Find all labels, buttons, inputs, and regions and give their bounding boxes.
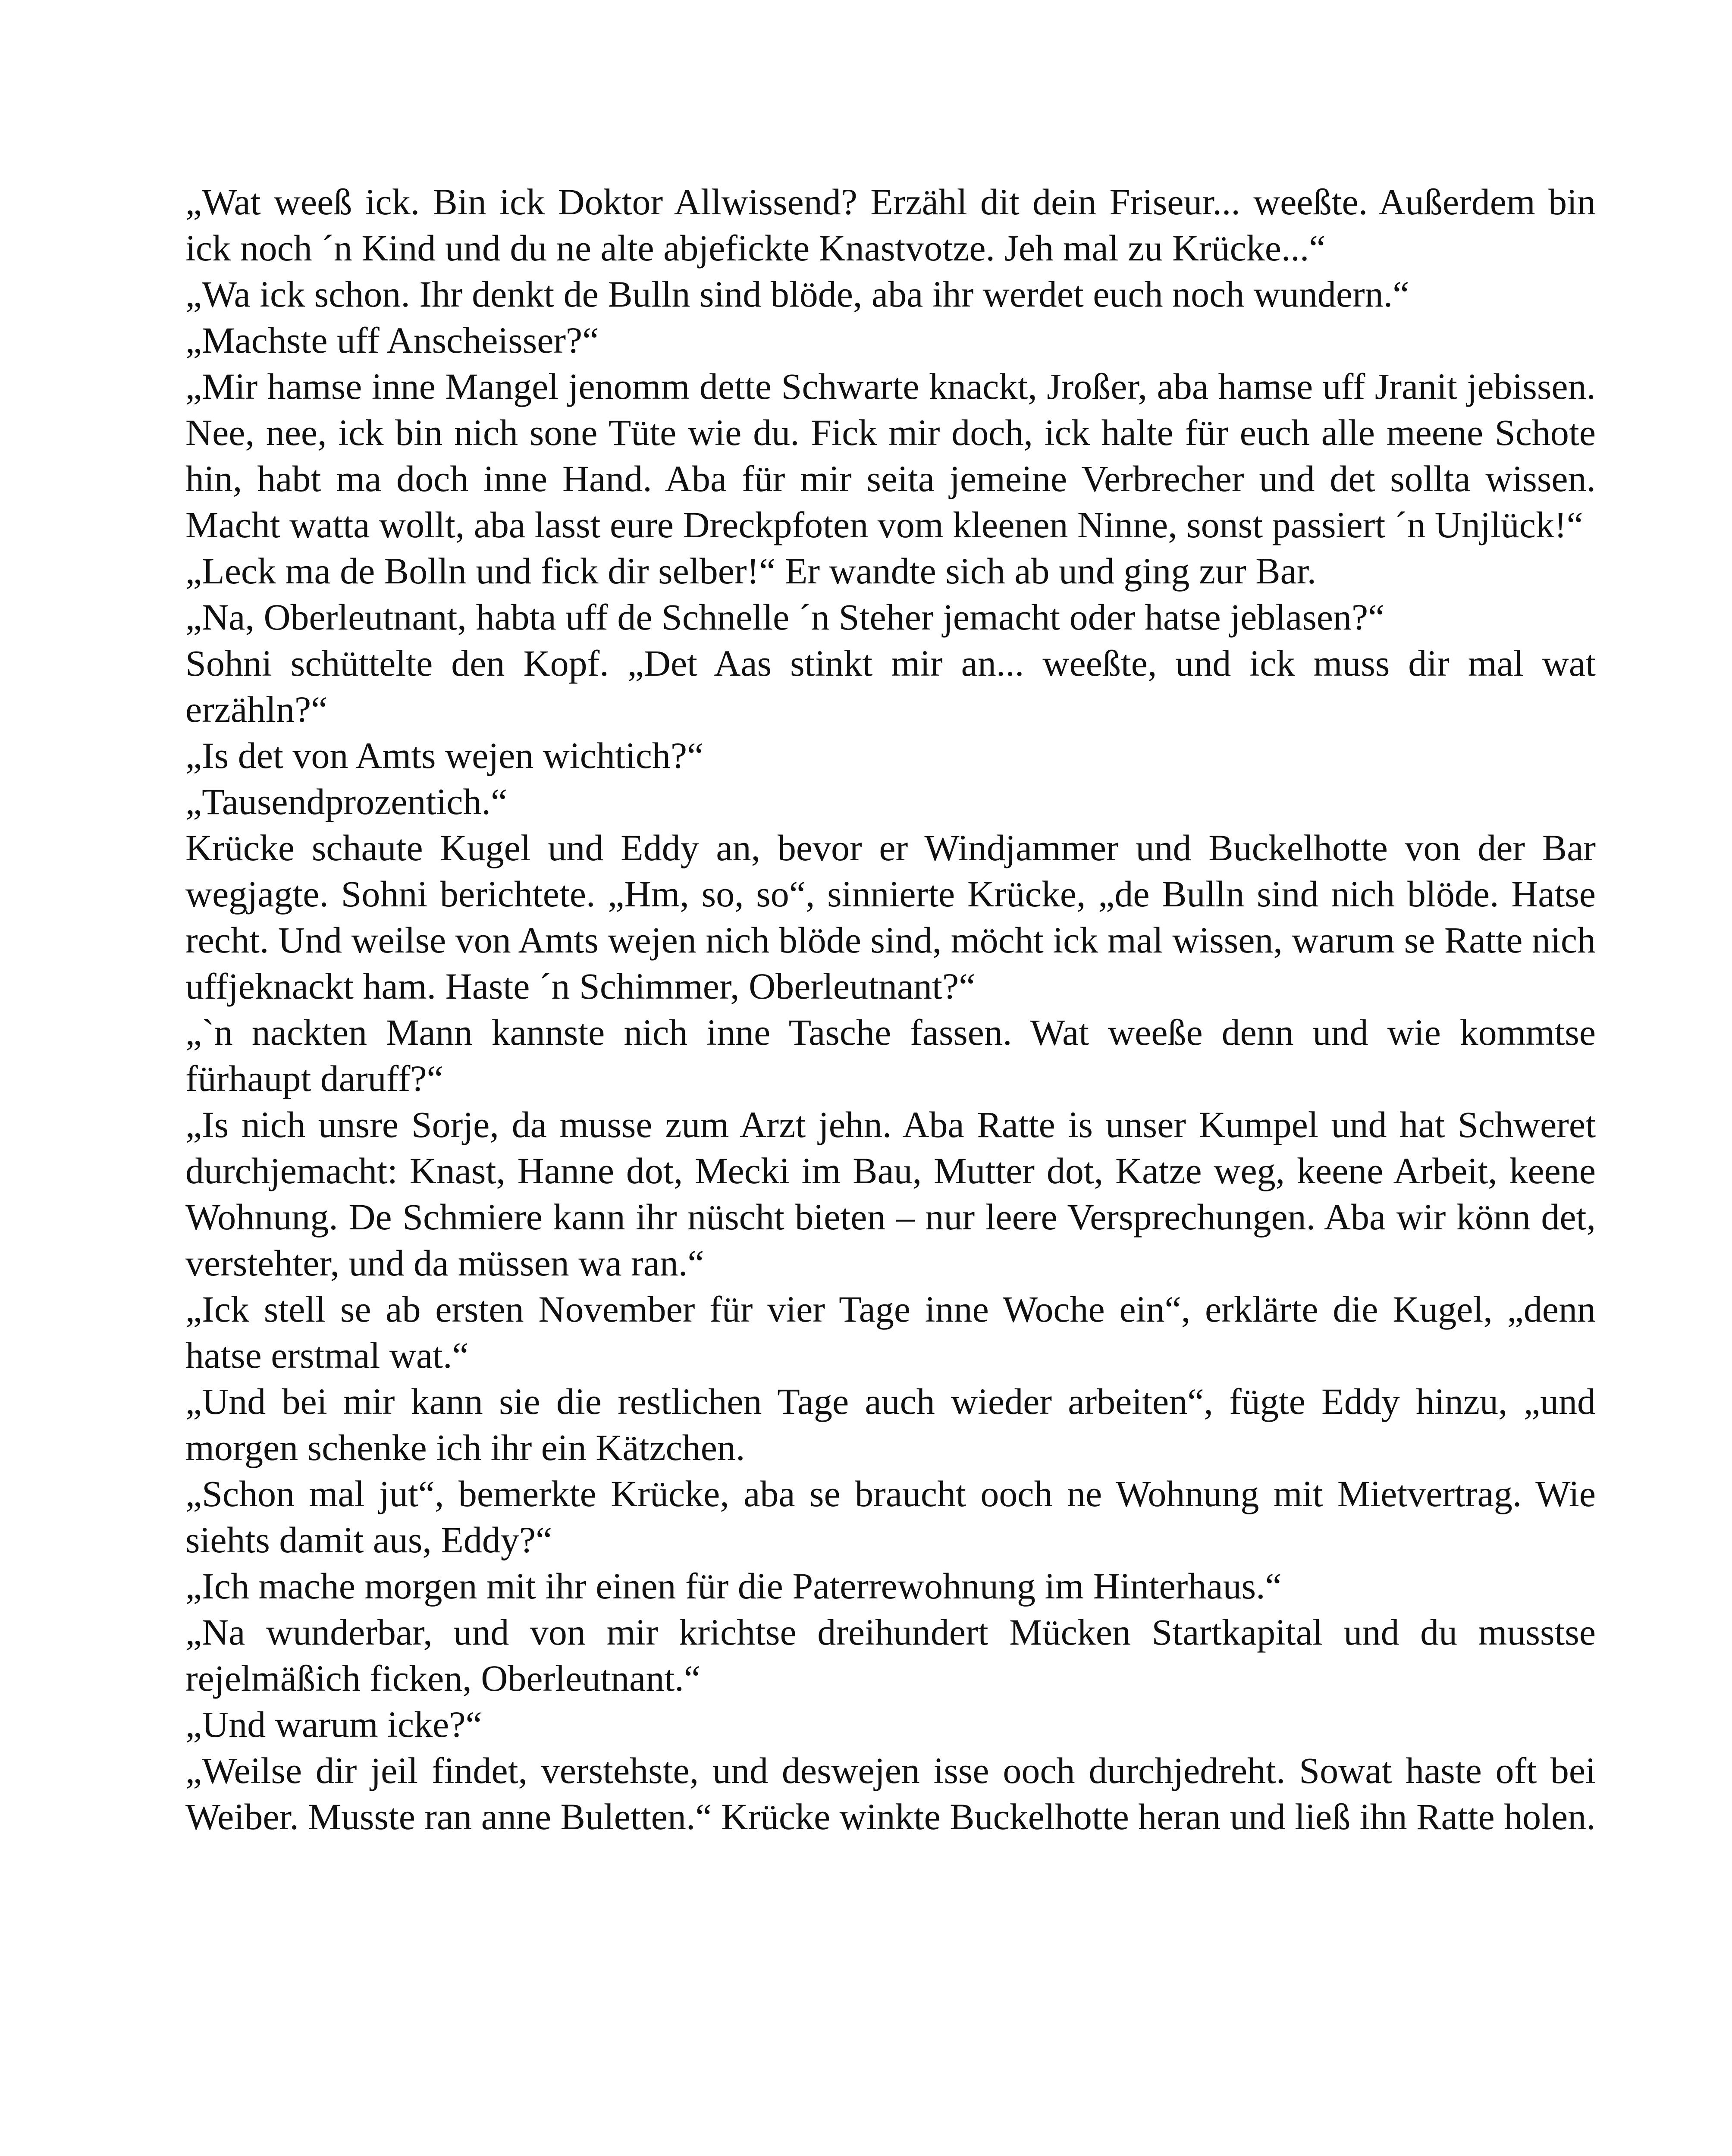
paragraph: „Tausendprozentich.“ xyxy=(185,781,508,822)
paragraph: „`n nackten Mann kannste nich inne Tasche fassen. Wat weeße denn und wie kommtse fürhaupt daruff?“ xyxy=(185,1012,1596,1099)
paragraph: „Und warum icke?“ xyxy=(185,1704,482,1745)
body-text xyxy=(185,179,1596,1840)
paragraph: „Ich mache morgen mit ihr einen für die Paterrewohnung im Hinterhaus.“ xyxy=(185,1565,1282,1607)
paragraph: „Na, Oberleutnant, habta uff de Schnelle ´n Steher jemacht oder hatse jeblasen?“ xyxy=(185,596,1385,638)
paragraph: „Machste uff Anscheisser?“ xyxy=(185,320,599,361)
paragraph: „Wa ick schon. Ihr denkt de Bulln sind blöde, aba ihr werdet euch noch wundern.“ xyxy=(185,273,1409,315)
paragraph: „Und bei mir kann sie die restlichen Tage auch wieder arbeiten“, fügte Eddy hinzu, „und morgen schenke ich ihr ein Kätzchen. xyxy=(185,1381,1596,1468)
paragraph: „Wat weeß ick. Bin ick Doktor Allwissend? Erzähl dit dein Friseur... weeßte. Außerdem bin ick noch ´n Kind und du ne alte abjefickte Knastvotze. Jeh mal zu Krücke...“ xyxy=(185,181,1596,269)
paragraph: „Is det von Amts wejen wichtich?“ xyxy=(185,735,704,776)
paragraph: Krücke schaute Kugel und Eddy an, bevor er Windjammer und Buckelhotte von der Bar wegjagte. Sohni berichtete. „Hm, so, so“, sinnierte Krücke, „de Bulln sind nich blöde. Hatse recht. Und weilse von Amts wejen nich blöde sind, möcht ick mal wissen, warum se Ratte nich uffjeknackt ham. Haste ´n Schimmer, Oberleutnant?“ xyxy=(185,827,1596,1007)
paragraph: „Mir hamse inne Mangel jenomm dette Schwarte knackt, Jroßer, aba hamse uff Jranit jebissen. Nee, nee, ick bin nich sone Tüte wie du. Fick mir doch, ick halte für euch alle meene Schote hin, habt ma doch inne Hand. Aba für mir seita jemeine Verbrecher und det sollta wissen. Macht watta wollt, aba lasst eure Dreckpfoten vom kleenen Ninne, sonst passiert ´n Unjlück!“ xyxy=(185,366,1596,545)
paragraph: „Weilse dir jeil findet, verstehste, und deswejen isse ooch durchjedreht. Sowat haste oft bei Weiber. Musste ran anne Buletten.“ Krücke winkte Buckelhotte heran und ließ ihn Ratte holen. xyxy=(185,1750,1596,1837)
paragraph: Sohni schüttelte den Kopf. „Det Aas stinkt mir an... weeßte, und ick muss dir mal wat erzähln?“ xyxy=(185,642,1596,730)
paragraph: „Ick stell se ab ersten November für vier Tage inne Woche ein“, erklärte die Kugel, „denn hatse erstmal wat.“ xyxy=(185,1288,1596,1376)
paragraph: „Na wunderbar, und von mir krichtse dreihundert Mücken Startkapital und du musstse rejelmäßich ficken, Oberleutnant.“ xyxy=(185,1611,1596,1699)
paragraph: „Is nich unsre Sorje, da musse zum Arzt jehn. Aba Ratte is unser Kumpel und hat Schweret durchjemacht: Knast, Hanne dot, Mecki im Bau, Mutter dot, Katze weg, keene Arbeit, keene Wohnung. De Schmiere kann ihr nüscht bieten – nur leere Versprechungen. Aba wir könn det, verstehter, und da müssen wa ran.“ xyxy=(185,1104,1596,1284)
paragraph: „Schon mal jut“, bemerkte Krücke, aba se braucht ooch ne Wohnung mit Mietvertrag. Wie siehts damit aus, Eddy?“ xyxy=(185,1473,1596,1561)
paragraph: „Leck ma de Bolln und fick dir selber!“ Er wandte sich ab und ging zur Bar. xyxy=(185,550,1317,592)
